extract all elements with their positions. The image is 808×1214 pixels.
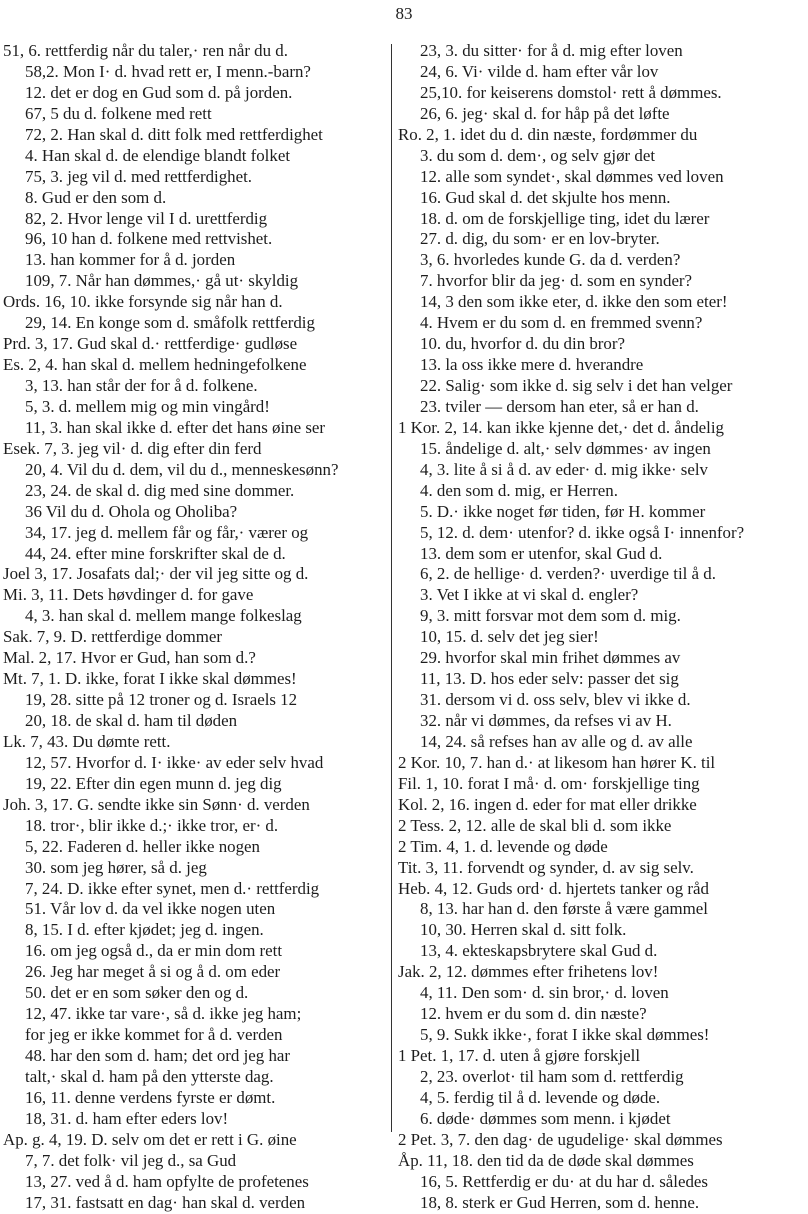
concordance-line: Åp. 11, 18. den tid da de døde skal dømmes bbox=[398, 1150, 694, 1170]
concordance-line: 4, 3. lite å si å d. av eder· d. mig ikke· selv bbox=[420, 459, 708, 479]
right-column bbox=[398, 41, 806, 1214]
concordance-line: Es. 2, 4. han skal d. mellem hedningefolkene bbox=[3, 355, 307, 375]
concordance-line: 72, 2. Han skal d. ditt folk med rettferdighet bbox=[25, 124, 323, 144]
concordance-line: 32. når vi dømmes, da refses vi av H. bbox=[420, 711, 672, 730]
concordance-line: Jak. 2, 12. dømmes efter frihetens lov! bbox=[398, 962, 659, 982]
concordance-line: 7, 7. det folk· vil jeg d., sa Gud bbox=[25, 1150, 237, 1170]
concordance-line: 15. åndelige d. alt,· selv dømmes· av ingen bbox=[420, 438, 711, 458]
concordance-line: 12. det er dog en Gud som d. på jorden. bbox=[25, 82, 293, 102]
concordance-line: 12. hvem er du som d. din næste? bbox=[420, 1004, 647, 1024]
concordance-line: 3, 13. han står der for å d. folkene. bbox=[25, 376, 258, 395]
concordance-line: 9, 3. mitt forsvar mot dem som d. mig. bbox=[420, 606, 681, 626]
concordance-line: 14, 24. så refses han av alle og d. av alle bbox=[420, 731, 693, 751]
concordance-line: 3. Vet I ikke at vi skal d. engler? bbox=[420, 585, 639, 605]
concordance-line: 5, 22. Faderen d. heller ikke nogen bbox=[25, 836, 260, 856]
concordance-line: 6, 2. de hellige· d. verden?· uverdige til å d. bbox=[420, 564, 716, 584]
concordance-line: 8, 13. har han d. den første å være gammel bbox=[420, 899, 708, 919]
concordance-line: Esek. 7, 3. jeg vil· d. dig efter din ferd bbox=[3, 438, 262, 458]
concordance-line: 2 Pet. 3, 7. den dag· de ugudelige· skal dømmes bbox=[398, 1129, 723, 1149]
concordance-line: Kol. 2, 16. ingen d. eder for mat eller drikke bbox=[398, 794, 697, 814]
concordance-line: 34, 17. jeg d. mellem får og får,· værer og bbox=[25, 522, 309, 542]
left-column bbox=[3, 41, 391, 1214]
concordance-line: 5, 9. Sukk ikke·, forat I ikke skal dømmes! bbox=[420, 1025, 710, 1045]
concordance-line: Fil. 1, 10. forat I må· d. om· forskjellige ting bbox=[398, 773, 700, 793]
concordance-line: Mal. 2, 17. Hvor er Gud, han som d.? bbox=[3, 648, 256, 668]
concordance-line: 4. Hvem er du som d. en fremmed svenn? bbox=[420, 313, 703, 333]
concordance-line: 2 Tess. 2, 12. alle de skal bli d. som ikke bbox=[398, 815, 672, 835]
concordance-line: 4, 11. Den som· d. sin bror,· d. loven bbox=[420, 983, 669, 1003]
concordance-line: 44, 24. efter mine forskrifter skal de d. bbox=[25, 543, 286, 563]
concordance-line: 51. Vår lov d. da vel ikke nogen uten bbox=[25, 899, 276, 919]
concordance-line: 16, 11. denne verdens fyrste er dømt. bbox=[25, 1087, 276, 1107]
concordance-line: 82, 2. Hvor lenge vil I d. urettferdig bbox=[25, 208, 268, 228]
concordance-line: 5, 12. d. dem· utenfor? d. ikke også I· innenfor? bbox=[420, 522, 745, 542]
concordance-line: 8, 15. I d. efter kjødet; jeg d. ingen. bbox=[25, 920, 264, 940]
concordance-line: Prd. 3, 17. Gud skal d.· rettferdige· gudløse bbox=[3, 334, 298, 354]
concordance-line: 19, 22. Efter din egen munn d. jeg dig bbox=[25, 773, 282, 793]
concordance-line: 5. D.· ikke noget før tiden, før H. kommer bbox=[420, 501, 706, 521]
concordance-line: 13. dem som er utenfor, skal Gud d. bbox=[420, 543, 663, 563]
concordance-line: 26. Jeg har meget å si og å d. om eder bbox=[25, 962, 281, 982]
concordance-line: 23, 24. de skal d. dig med sine dommer. bbox=[25, 480, 295, 500]
concordance-line: 29. hvorfor skal min frihet dømmes av bbox=[420, 648, 681, 668]
concordance-line: 7, 24. D. ikke efter synet, men d.· rettferdig bbox=[25, 878, 320, 898]
concordance-line: 75, 3. jeg vil d. med rettferdighet. bbox=[25, 166, 253, 186]
concordance-line: Joel 3, 17. Josafats dal;· der vil jeg sitte og d. bbox=[3, 564, 309, 584]
concordance-line: 26, 6. jeg· skal d. for håp på det løfte bbox=[420, 103, 670, 123]
concordance-line: 18. tror·, blir ikke d.;· ikke tror, er· d. bbox=[25, 815, 279, 835]
concordance-line: 1 Kor. 2, 14. kan ikke kjenne det,· det d. åndelig bbox=[398, 417, 725, 437]
concordance-line: 1 Pet. 1, 17. d. uten å gjøre forskjell bbox=[398, 1046, 641, 1065]
concordance-line: Ro. 2, 1. idet du d. din næste, fordømmer du bbox=[398, 124, 698, 144]
concordance-line: 13, 27. ved å d. ham opfylte de profetenes bbox=[25, 1171, 309, 1191]
concordance-line: 3. du som d. dem·, og selv gjør det bbox=[420, 145, 656, 165]
concordance-line: 31. dersom vi d. oss selv, blev vi ikke d. bbox=[420, 690, 691, 710]
concordance-line: Mi. 3, 11. Dets høvdinger d. for gave bbox=[3, 585, 254, 605]
concordance-line: 14, 3 den som ikke eter, d. ikke den som eter! bbox=[420, 292, 728, 312]
concordance-line: 25,10. for keiserens domstol· rett å dømmes. bbox=[420, 82, 722, 102]
concordance-line: 24, 6. Vi· vilde d. ham efter vår lov bbox=[420, 61, 659, 81]
concordance-line: 2 Kor. 10, 7. han d.· at likesom han hører K. til bbox=[398, 752, 716, 772]
concordance-line: 13, 4. ekteskapsbrytere skal Gud d. bbox=[420, 941, 658, 961]
concordance-line: 18. d. om de forskjellige ting, idet du lærer bbox=[420, 208, 710, 228]
concordance-line: 13. la oss ikke mere d. hverandre bbox=[420, 355, 644, 375]
concordance-line: 11, 3. han skal ikke d. efter det hans øine ser bbox=[25, 417, 326, 437]
concordance-line: 48. har den som d. ham; det ord jeg har bbox=[25, 1046, 291, 1065]
concordance-line: 16. om jeg også d., da er min dom rett bbox=[25, 941, 283, 961]
concordance-line: 109, 7. Når han dømmes,· gå ut· skyldig bbox=[25, 271, 299, 291]
concordance-line: Ap. g. 4, 19. D. selv om det er rett i G. øine bbox=[3, 1129, 297, 1149]
concordance-line: Tit. 3, 11. forvendt og synder, d. av sig selv. bbox=[398, 857, 694, 877]
concordance-line: Heb. 4, 12. Guds ord· d. hjertets tanker og råd bbox=[398, 878, 709, 898]
page-number: 83 bbox=[395, 4, 413, 23]
concordance-line: 6. døde· dømmes som menn. i kjødet bbox=[420, 1108, 671, 1128]
concordance-line: 67, 5 du d. folkene med rett bbox=[25, 103, 212, 123]
concordance-line: 18, 31. d. ham efter eders lov! bbox=[25, 1108, 229, 1128]
concordance-line: 12, 47. ikke tar vare·, så d. ikke jeg ham; bbox=[25, 1004, 302, 1024]
concordance-line: 23, 3. du sitter· for å d. mig efter loven bbox=[420, 41, 683, 60]
concordance-line: 36 Vil du d. Ohola og Oholiba? bbox=[25, 501, 238, 521]
concordance-line: 16, 5. Rettferdig er du· at du har d. således bbox=[420, 1171, 708, 1191]
concordance-line: 19, 28. sitte på 12 troner og d. Israels 12 bbox=[25, 690, 298, 710]
concordance-line: 4, 5. ferdig til å d. levende og døde. bbox=[420, 1087, 661, 1107]
concordance-line: Mt. 7, 1. D. ikke, forat I ikke skal dømmes! bbox=[3, 669, 297, 689]
concordance-line: 58,2. Mon I· d. hvad rett er, I menn.-barn? bbox=[25, 61, 311, 81]
concordance-line: 29, 14. En konge som d. småfolk rettferdig bbox=[25, 313, 315, 333]
concordance-line: Ords. 16, 10. ikke forsynde sig når han d. bbox=[3, 292, 283, 312]
concordance-line: 50. det er en som søker den og d. bbox=[25, 983, 249, 1003]
concordance-line: 5, 3. d. mellem mig og min vingård! bbox=[25, 396, 270, 416]
concordance-line: 8. Gud er den som d. bbox=[25, 187, 167, 207]
concordance-line: 10, 30. Herren skal d. sitt folk. bbox=[420, 920, 627, 940]
concordance-line: Sak. 7, 9. D. rettferdige dommer bbox=[3, 627, 223, 647]
concordance-line: 7. hvorfor blir da jeg· d. som en synder? bbox=[420, 271, 693, 291]
concordance-line: 4. den som d. mig, er Herren. bbox=[420, 480, 618, 500]
concordance-line: 51, 6. rettferdig når du taler,· ren når du d. bbox=[3, 41, 288, 60]
concordance-line: 27. d. dig, du som· er en lov-bryter. bbox=[420, 229, 660, 249]
concordance-line: for jeg er ikke kommet for å d. verden bbox=[25, 1025, 283, 1045]
concordance-line: 20, 18. de skal d. ham til døden bbox=[25, 711, 238, 730]
concordance-line: 96, 10 han d. folkene med rettvishet. bbox=[25, 229, 273, 249]
concordance-line: 12, 57. Hvorfor d. I· ikke· av eder selv hvad bbox=[25, 752, 324, 772]
concordance-line: 20, 4. Vil du d. dem, vil du d., menneskesønn? bbox=[25, 459, 339, 479]
concordance-line: Lk. 7, 43. Du dømte rett. bbox=[3, 731, 171, 751]
concordance-line: 4. Han skal d. de elendige blandt folket bbox=[25, 145, 291, 165]
concordance-line: 4, 3. han skal d. mellem mange folkeslag bbox=[25, 606, 302, 626]
concordance-line: 2, 23. overlot· til ham som d. rettferdig bbox=[420, 1066, 684, 1086]
concordance-line: 18, 8. sterk er Gud Herren, som d. henne. bbox=[420, 1192, 700, 1212]
concordance-line: 10, 15. d. selv det jeg sier! bbox=[420, 627, 599, 647]
column-divider bbox=[391, 44, 392, 1132]
concordance-line: 13. han kommer for å d. jorden bbox=[25, 250, 236, 270]
concordance-line: Joh. 3, 17. G. sendte ikke sin Sønn· d. verden bbox=[3, 794, 310, 814]
concordance-line: 22. Salig· som ikke d. sig selv i det han velger bbox=[420, 376, 733, 395]
concordance-line: 11, 13. D. hos eder selv: passer det sig bbox=[420, 669, 679, 689]
concordance-line: talt,· skal d. ham på den ytterste dag. bbox=[25, 1066, 274, 1086]
concordance-line: 23. tviler — dersom han eter, så er han d. bbox=[420, 396, 699, 416]
concordance-line: 17, 31. fastsatt en dag· han skal d. verden bbox=[25, 1192, 306, 1212]
concordance-line: 30. som jeg hører, så d. jeg bbox=[25, 857, 207, 877]
concordance-line: 12. alle som syndet·, skal dømmes ved loven bbox=[420, 166, 724, 186]
concordance-line: 2 Tim. 4, 1. d. levende og døde bbox=[398, 836, 608, 856]
concordance-line: 10. du, hvorfor d. du din bror? bbox=[420, 334, 625, 354]
concordance-line: 3, 6. hvorledes kunde G. da d. verden? bbox=[420, 250, 681, 270]
concordance-line: 16. Gud skal d. det skjulte hos menn. bbox=[420, 187, 671, 207]
